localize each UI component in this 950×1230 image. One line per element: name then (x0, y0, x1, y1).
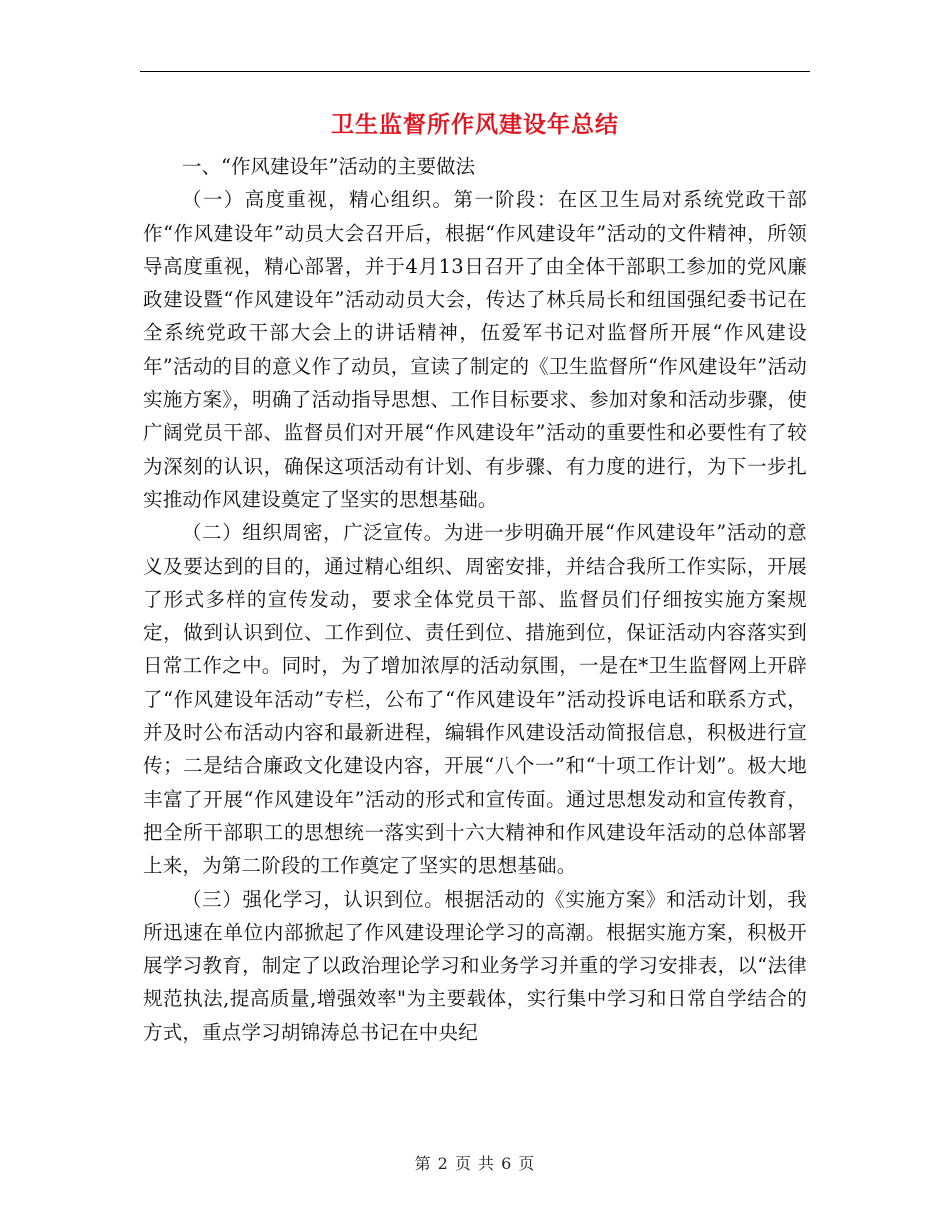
paragraph-2: （二）组织周密，广泛宣传。为进一步明确开展“作风建设年”活动的意义及要达到的目的，通过精心组织、周密安排，并结合我所工作实际，开展了形式多样的宣传发动，要求全体党员干部、监督员们仔细按实施方案规定，做到认识到位、工作到位、责任到位、措施到位，保证活动内容落实到日常工作之中。同时，为了增加浓厚的活动氛围，一是在*卫生监督网上开辟了“作风建设年活动”专栏，公布了“作风建设年”活动投诉电话和联系方式，并及时公布活动内容和最新进程，编辑作风建设活动简报信息，积极进行宣传；二是结合廉政文化建设内容，开展“八个一”和“十项工作计划”。极大地丰富了开展“作风建设年”活动的形式和宣传面。通过思想发动和宣传教育，把全所干部职工的思想统一落实到十六大精神和作风建设年活动的总体部署上来，为第二阶段的工作奠定了坚实的思想基础。 (143, 521, 807, 878)
section-heading: 一、“作风建设年”活动的主要做法 (182, 155, 475, 178)
document-title: 卫生监督所作风建设年总结 (331, 111, 619, 138)
paragraph-1: （一）高度重视，精心组织。第一阶段：在区卫生局对系统党政干部作“作风建设年”动员大会召开后，根据“作风建设年”活动的文件精神，所领导高度重视，精心部署，并于4月13日召开了由全体干部职工参加的党风廉政建设暨“作风建设年”活动动员大会，传达了林兵局长和纽国强纪委书记在全系统党政干部大会上的讲话精神，伍爱军书记对监督所开展“作风建设年”活动的目的意义作了动员，宣读了制定的《卫生监督所“作风建设年”活动实施方案》，明确了活动指导思想、工作目标要求、参加对象和活动步骤，使广阔党员干部、监督员们对开展“作风建设年”活动的重要性和必要性有了较为深刻的认识，确保这项活动有计划、有步骤、有力度的进行，为下一步扎实推动作风建设奠定了坚实的思想基础。 (143, 188, 807, 511)
header-rule (140, 71, 810, 72)
page-number: 第 2 页 共 6 页 (414, 1154, 536, 1173)
paragraph-3: （三）强化学习，认识到位。根据活动的《实施方案》和活动计划，我所迅速在单位内部掀起了作风建设理论学习的高潮。根据实施方案，积极开展学习教育，制定了以政治理论学习和业务学习并重的学习安排表，以“法律规范执法,提高质量,增强效率"为主要载体，实行集中学习和日常自学结合的方式，重点学习胡锦涛总书记在中央纪 (143, 887, 807, 1044)
document-body (143, 150, 807, 1049)
